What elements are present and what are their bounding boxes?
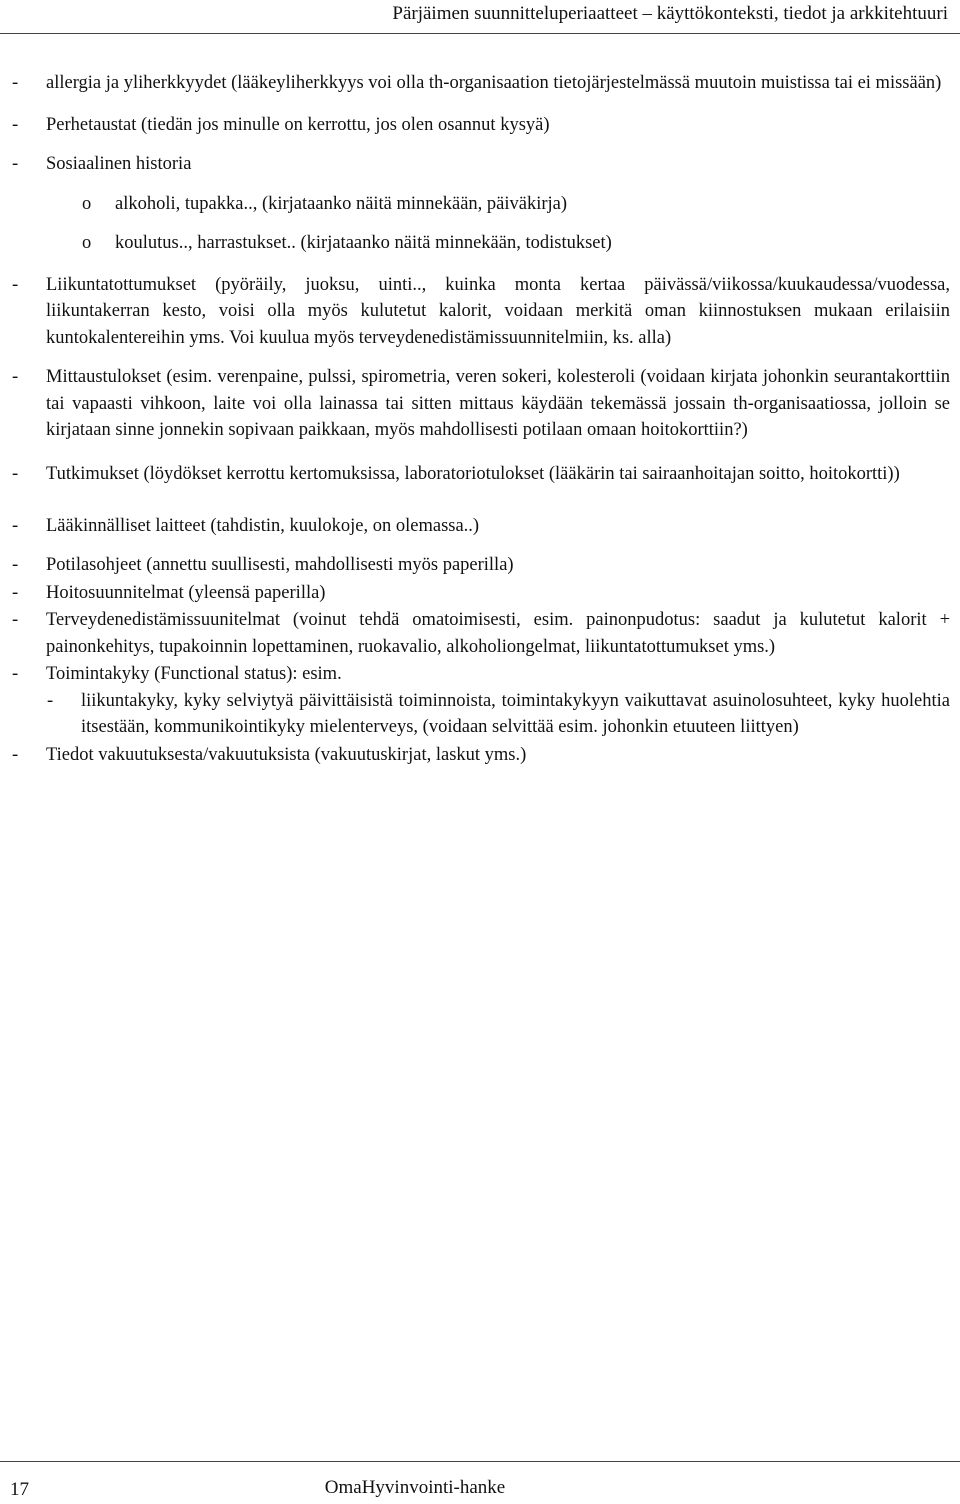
sub-item-text: alkoholi, tupakka.., (kirjataanko näitä minnekään, päiväkirja)	[115, 193, 568, 214]
list-item-text: Perhetaustat (tiedän jos minulle on kerrottu, jos olen osannut kysyä)	[46, 114, 550, 135]
dash-bullet: -	[47, 690, 54, 711]
list-item-medical-devices	[12, 513, 950, 540]
list-item-text: Mittaustulokset (esim. verenpaine, pulssi, spirometria, veren sokeri, kolesteroli (voidaan kirjata johonkin seurantakorttiin tai vapaasti vihkoon, laite voi olla lainassa tai sitten mittaus käydään tekemässä jossain th-organisaatiossa, jolloin se kirjataan sinne jonnekin sopivaan paikkaan, myös mahdollisesti potilaan omaan hoitokorttiin?)	[46, 367, 950, 440]
list-item-measurements	[12, 364, 950, 444]
dash-bullet: -	[12, 274, 19, 295]
dash-bullet: -	[12, 555, 19, 575]
list-item-text: Sosiaalinen historia	[46, 154, 192, 174]
list-item-health-promotion-plans	[12, 607, 950, 660]
dash-bullet: -	[12, 582, 19, 603]
dash-bullet: -	[12, 367, 19, 387]
sub-item-alcohol-tobacco	[12, 191, 950, 218]
list-item-text: Liikuntatottumukset (pyöräily, juoksu, uinti.., kuinka monta kertaa päivässä/viikossa/kuukaudessa/vuodessa, liikuntakerran kesto, voisi olla myös kulutetut kalorit, voidaan merkitä oman kiinnostuksen mukaan erilaisiin kuntokalentereihin yms. Voi kuulua myös terveydenedistämissuunnitelmiin, ks. alla)	[46, 274, 950, 348]
list-item-functional-status	[12, 661, 950, 688]
dash-bullet: -	[12, 463, 19, 484]
list-item-care-plans	[12, 580, 950, 607]
list-item-text: Tutkimukset (löydökset kerrottu kertomuksissa, laboratoriotulokset (lääkärin tai sairaanhoitajan soitto, hoitokortti))	[46, 463, 900, 484]
dash-bullet: -	[12, 515, 19, 536]
list-item-patient-instructions	[12, 552, 950, 579]
page-number: 17	[10, 1479, 29, 1500]
list-item-exercise-habits	[12, 272, 950, 352]
list-item-text: Potilasohjeet (annettu suullisesti, mahdollisesti myös paperilla)	[46, 555, 514, 575]
list-item-allergies	[12, 70, 950, 97]
list-item-text: Terveydenedistämissuunitelmat (voinut tehdä omatoimisesti, esim. painonpudotus: saadut ja kulutetut kalorit + painonkehitys, tupakoinnin lopettaminen, ruokavalio, alkoholiongelmat, liikuntatottumukset yms.)	[46, 610, 950, 657]
list-item-insurance	[12, 742, 950, 769]
header-title: Pärjäimen suunnitteluperiaatteet – käyttökonteksti, tiedot ja arkkitehtuuri	[392, 3, 948, 24]
dash-bullet: -	[12, 744, 19, 765]
list-item-text: Hoitosuunnitelmat (yleensä paperilla)	[46, 582, 326, 603]
sub-item-text: liikuntakyky, kyky selviytyä päivittäisistä toiminnoista, toimintakykyyn vaikuttavat asuinolosuhteet, kyky huolehtia itsestään, kommunikointikyky mielenterveys, (voidaan selvittää esim. johonkin etuuteen liittyen)	[81, 690, 950, 737]
list-item-text: Toimintakyky (Functional status): esim.	[46, 664, 342, 684]
sub-item-education-hobbies	[12, 230, 950, 257]
dash-bullet: -	[12, 664, 19, 684]
list-item-text: Lääkinnälliset laitteet (tahdistin, kuulokoje, on olemassa..)	[46, 515, 480, 536]
page-header	[0, 0, 960, 34]
dash-bullet: -	[12, 610, 19, 630]
dash-bullet: -	[12, 154, 19, 174]
list-item-examinations	[12, 457, 950, 491]
list-item-social-history	[12, 151, 950, 178]
dash-bullet: -	[12, 73, 19, 93]
circle-bullet: o	[82, 193, 92, 214]
sub-item-text: koulutus.., harrastukset.. (kirjataanko näitä minnekään, todistukset)	[115, 233, 612, 253]
footer-divider	[0, 1461, 960, 1462]
list-item-text: Tiedot vakuutuksesta/vakuutuksista (vakuutuskirjat, laskut yms.)	[46, 744, 527, 765]
footer-project-name: OmaHyvinvointi-hanke	[324, 1477, 506, 1498]
circle-bullet: o	[82, 233, 92, 253]
dash-bullet: -	[12, 114, 19, 135]
sub-item-functional-capacity	[12, 688, 950, 741]
list-item-family-background	[12, 112, 950, 139]
list-item-text: allergia ja yliherkkyydet (lääkeyliherkkyys voi olla th-organisaation tietojärjestelmässä muutoin muistissa tai ei missään)	[46, 73, 942, 93]
document-body	[12, 70, 950, 768]
